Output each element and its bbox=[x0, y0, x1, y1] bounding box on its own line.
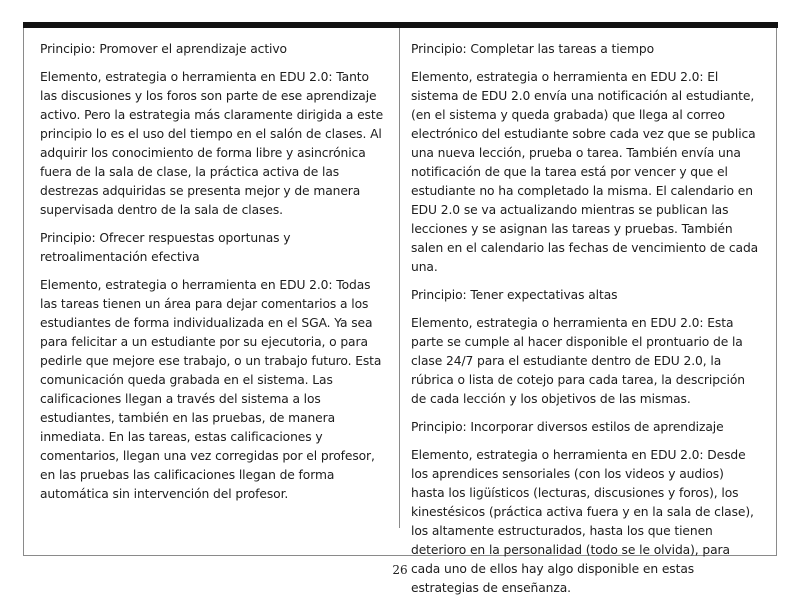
left-column bbox=[40, 40, 386, 513]
principle-heading: Principio: Tener expectativas altas bbox=[411, 288, 618, 302]
column-divider bbox=[399, 28, 400, 528]
principle-heading: Principio: Completar las tareas a tiempo bbox=[411, 42, 655, 56]
page-number: 26 bbox=[392, 563, 408, 577]
principle-heading: Principio: Ofrecer respuestas oportunas y retroalimentación efectiva bbox=[40, 231, 291, 264]
paragraph: Elemento, estrategia o herramienta en EDU 2.0: Todas las tareas tienen un área para dejar comentarios a los estudiantes de forma individualizada en el SGA. Ya sea para felicitar a un estudiante por su ejecutoria, o para pedirle que mejore ese trabajo, o un trabajo futuro. Esta comunicación queda grabada en el sistema. Las calificaciones llegan a través del sistema a los estudiantes, también en las pruebas, de manera inmediata. En las tareas, estas calificaciones y comentarios, llegan una vez corregidas por el profesor, en las pruebas las calificaciones llegan de forma automática sin intervención del profesor. bbox=[40, 278, 382, 501]
paragraph: Elemento, estrategia o herramienta en EDU 2.0: El sistema de EDU 2.0 envía una notificación al estudiante, (en el sistema y queda grabada) que llega al correo electrónico del estudiante sobre cada vez que se publica una nueva lección, prueba o tarea. También envía una notificación de que la tarea está por vencer y que el estudiante no ha completado la misma. El calendario en EDU 2.0 se va actualizando mientras se publican las lecciones y se asignan las tareas y pruebas. También salen en el calendario las fechas de vencimiento de cada una. bbox=[411, 70, 759, 274]
paragraph: Elemento, estrategia o herramienta en EDU 2.0: Esta parte se cumple al hacer disponible el prontuario de la clase 24/7 para el estudiante dentro de EDU 2.0, la rúbrica o lista de cotejo para cada tarea, la descripción de cada lección y los objetivos de las mismas. bbox=[411, 316, 745, 406]
principle-heading: Principio: Promover el aprendizaje activo bbox=[40, 42, 287, 56]
paragraph: Elemento, estrategia o herramienta en EDU 2.0: Desde los aprendices sensoriales (con los videos y audios) hasta los ligüísticos (lecturas, discusiones y foros), los kinestésicos (práctica activa fuera y en la sala de clase), los altamente estructurados, hasta los que tienen deterioro en la personalidad (todo se le olvida), para cada uno de ellos hay algo disponible en estas estrategias de enseñanza. bbox=[411, 448, 754, 595]
right-column bbox=[411, 40, 761, 607]
paragraph: Elemento, estrategia o herramienta en EDU 2.0: Tanto las discusiones y los foros son parte de ese aprendizaje activo. Pero la estrategia más claramente dirigida a este principio lo es el uso del tiempo en el salón de clases. Al adquirir los conocimiento de forma libre y asincrónica fuera de la sala de clase, la práctica activa de las destrezas adquiridas se presenta mejor y de manera supervisada dentro de la sala de clases. bbox=[40, 70, 384, 217]
principle-heading: Principio: Incorporar diversos estilos de aprendizaje bbox=[411, 420, 724, 434]
